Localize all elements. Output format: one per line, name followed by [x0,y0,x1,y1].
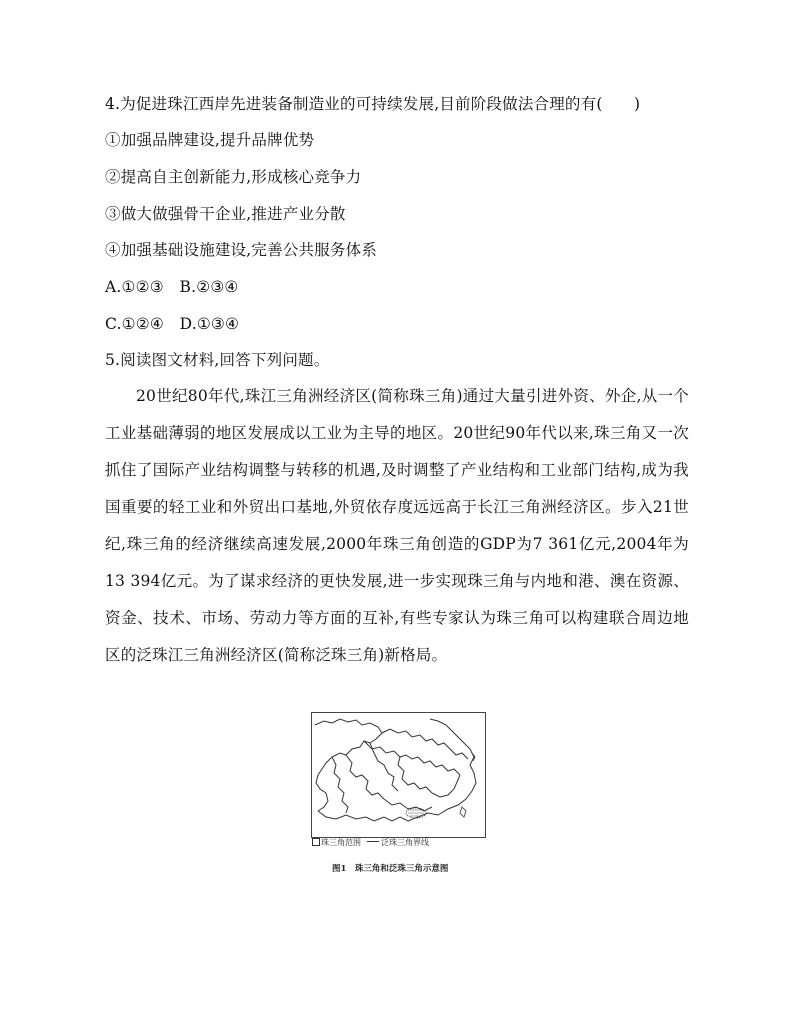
map-legend [312,838,429,848]
q4-options-row-1: A.①②③ B.②③④ [105,278,239,296]
pan-prd-map [311,712,486,838]
figure-caption: 图1 珠三角和泛珠三角示意图 [332,864,449,874]
q5-passage: 20世纪80年代,珠江三角洲经济区(简称珠三角)通过大量引进外资、外企,从一个工业基础薄弱的地区发展成以工业为主导的地区。20世纪90年代以来,珠三角又一次抓住了国际产业结构调整与转移的机遇,及时调整了产业结构和工业部门结构,成为我国重要的轻工业和外贸出口基地,外贸依存度远远高于长江三角洲经济区。步入21世纪,珠三角的经济继续高速发展,2000年珠三角创造的GDP为7 361亿元,2004年为13 394亿元。为了谋求经济的更快发展,进一步实现珠三角与内地和港、澳在资源、资金、技术、市场、劳动力等方面的互补,有些专家认为珠三角可以构建联合周边地区的泛珠江三角洲经济区(简称泛珠三角)新格局。 [105,387,689,664]
legend-area-label: 珠三角范围 [321,838,361,847]
area-legend-swatch [312,838,320,846]
q4-stem: 4.为促进珠江西岸先进装备制造业的可持续发展,目前阶段做法合理的有( ) [105,95,641,113]
line-legend-swatch [367,841,379,842]
q5-stem: 5.阅读图文材料,回答下列问题。 [105,351,330,369]
q4-item-4: ④加强基础设施建设,完善公共服务体系 [105,241,378,259]
q4-item-1: ①加强品牌建设,提升品牌优势 [105,131,315,149]
q4-options-row-2: C.①②④ D.①③④ [105,315,240,333]
q4-item-2: ②提高自主创新能力,形成核心竞争力 [105,168,362,186]
q4-item-3: ③做大做强骨干企业,推进产业分散 [105,205,346,223]
map-drawing [312,713,485,837]
legend-line-label: 泛珠三角界线 [381,838,429,847]
